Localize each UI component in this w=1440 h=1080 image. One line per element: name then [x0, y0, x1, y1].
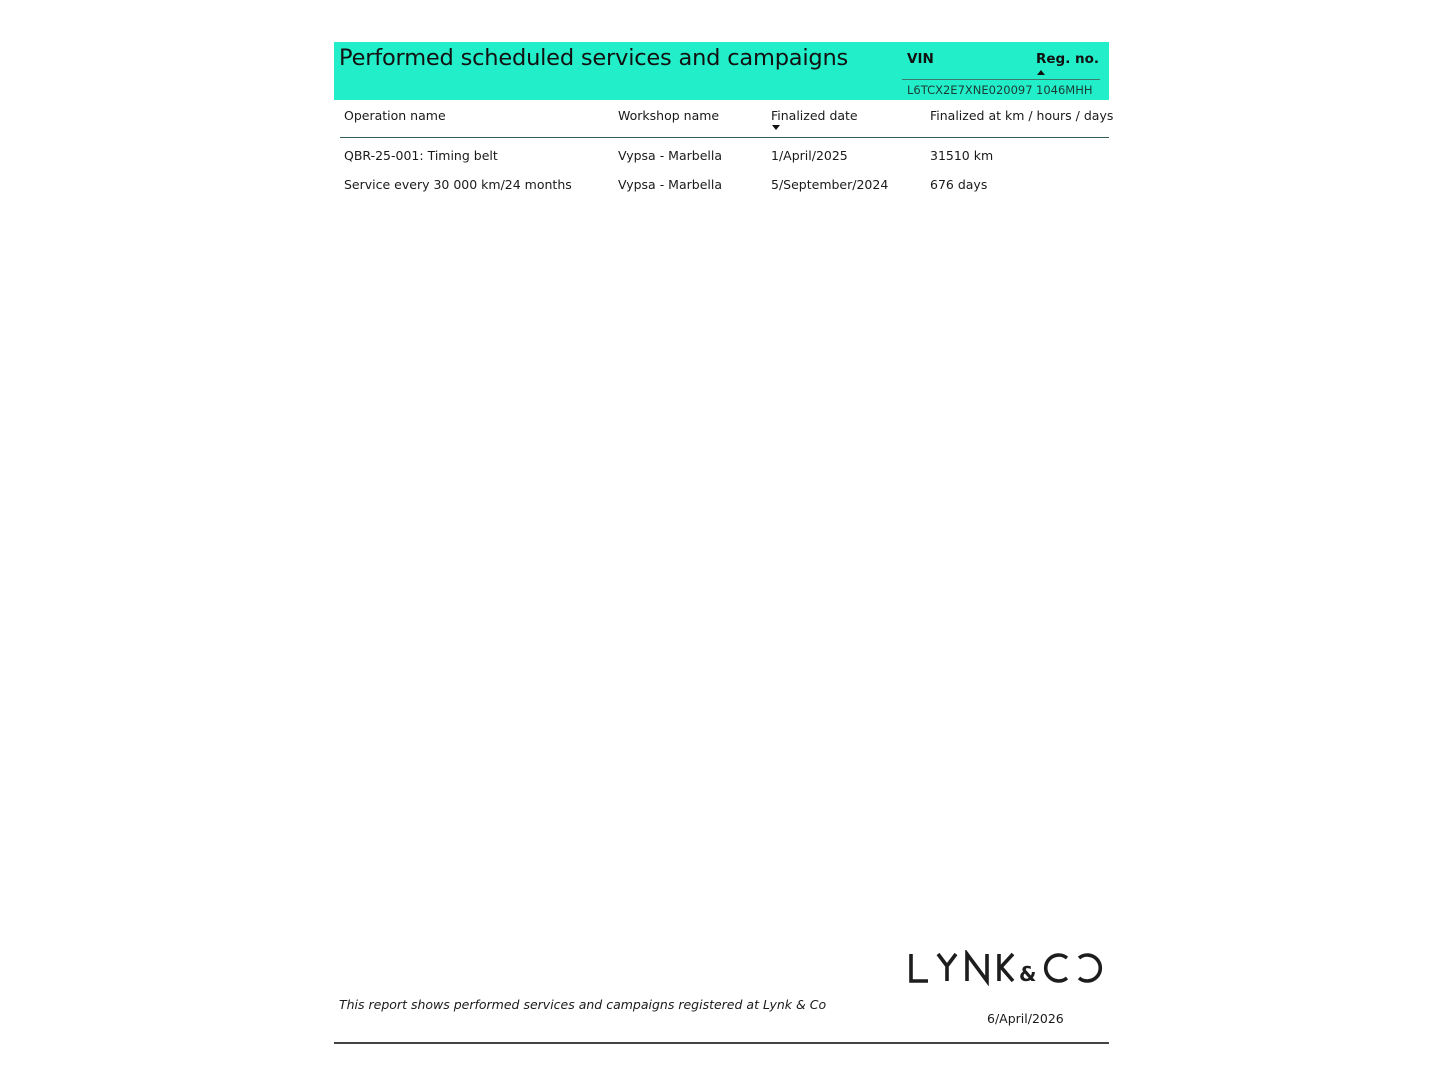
column-header-finalized-at[interactable]: Finalized at km / hours / days — [930, 108, 1114, 123]
finalized-at-cell: 31510 km — [930, 148, 994, 163]
svg-text:&: & — [1019, 962, 1037, 986]
vehicle-info-table — [902, 42, 1100, 100]
workshop-name-cell: Vypsa - Marbella — [618, 148, 722, 163]
operation-name-cell: QBR-25-001: Timing belt — [344, 148, 498, 163]
reg-no-value: 1046MHH — [1036, 83, 1093, 97]
column-header-operation-name[interactable]: Operation name — [344, 108, 446, 123]
vehicle-info-divider — [902, 79, 1100, 80]
reg-no-column-header[interactable]: Reg. no. — [1036, 51, 1100, 67]
lynk-co-logo — [909, 950, 1104, 986]
report-title: Performed scheduled services and campaigns — [339, 45, 849, 71]
sort-descending-icon[interactable] — [772, 125, 780, 130]
services-table-header — [340, 100, 1114, 138]
vin-column-header[interactable]: VIN — [907, 51, 934, 67]
vin-value: L6TCX2E7XNE020097 — [907, 83, 1033, 97]
operation-name-cell: Service every 30 000 km/24 months — [344, 176, 572, 192]
workshop-name-cell: Vypsa - Marbella — [618, 176, 722, 192]
finalized-date-cell: 1/April/2025 — [771, 148, 848, 163]
footer-note: This report shows performed services and campaigns registered at Lynk & Co — [339, 997, 827, 1012]
finalized-at-cell: 676 days — [930, 176, 988, 192]
column-header-finalized-date[interactable]: Finalized date — [771, 108, 858, 123]
table-row — [340, 170, 1109, 199]
report-date: 6/April/2026 — [987, 1011, 1064, 1026]
report-header — [334, 42, 1109, 100]
sort-ascending-icon[interactable] — [1037, 70, 1045, 75]
report-page — [334, 42, 1114, 1044]
footer-divider — [334, 1042, 1109, 1044]
services-table — [340, 100, 1114, 198]
finalized-date-cell: 5/September/2024 — [771, 176, 889, 192]
table-row — [340, 141, 1109, 170]
column-header-workshop-name[interactable]: Workshop name — [618, 108, 720, 123]
